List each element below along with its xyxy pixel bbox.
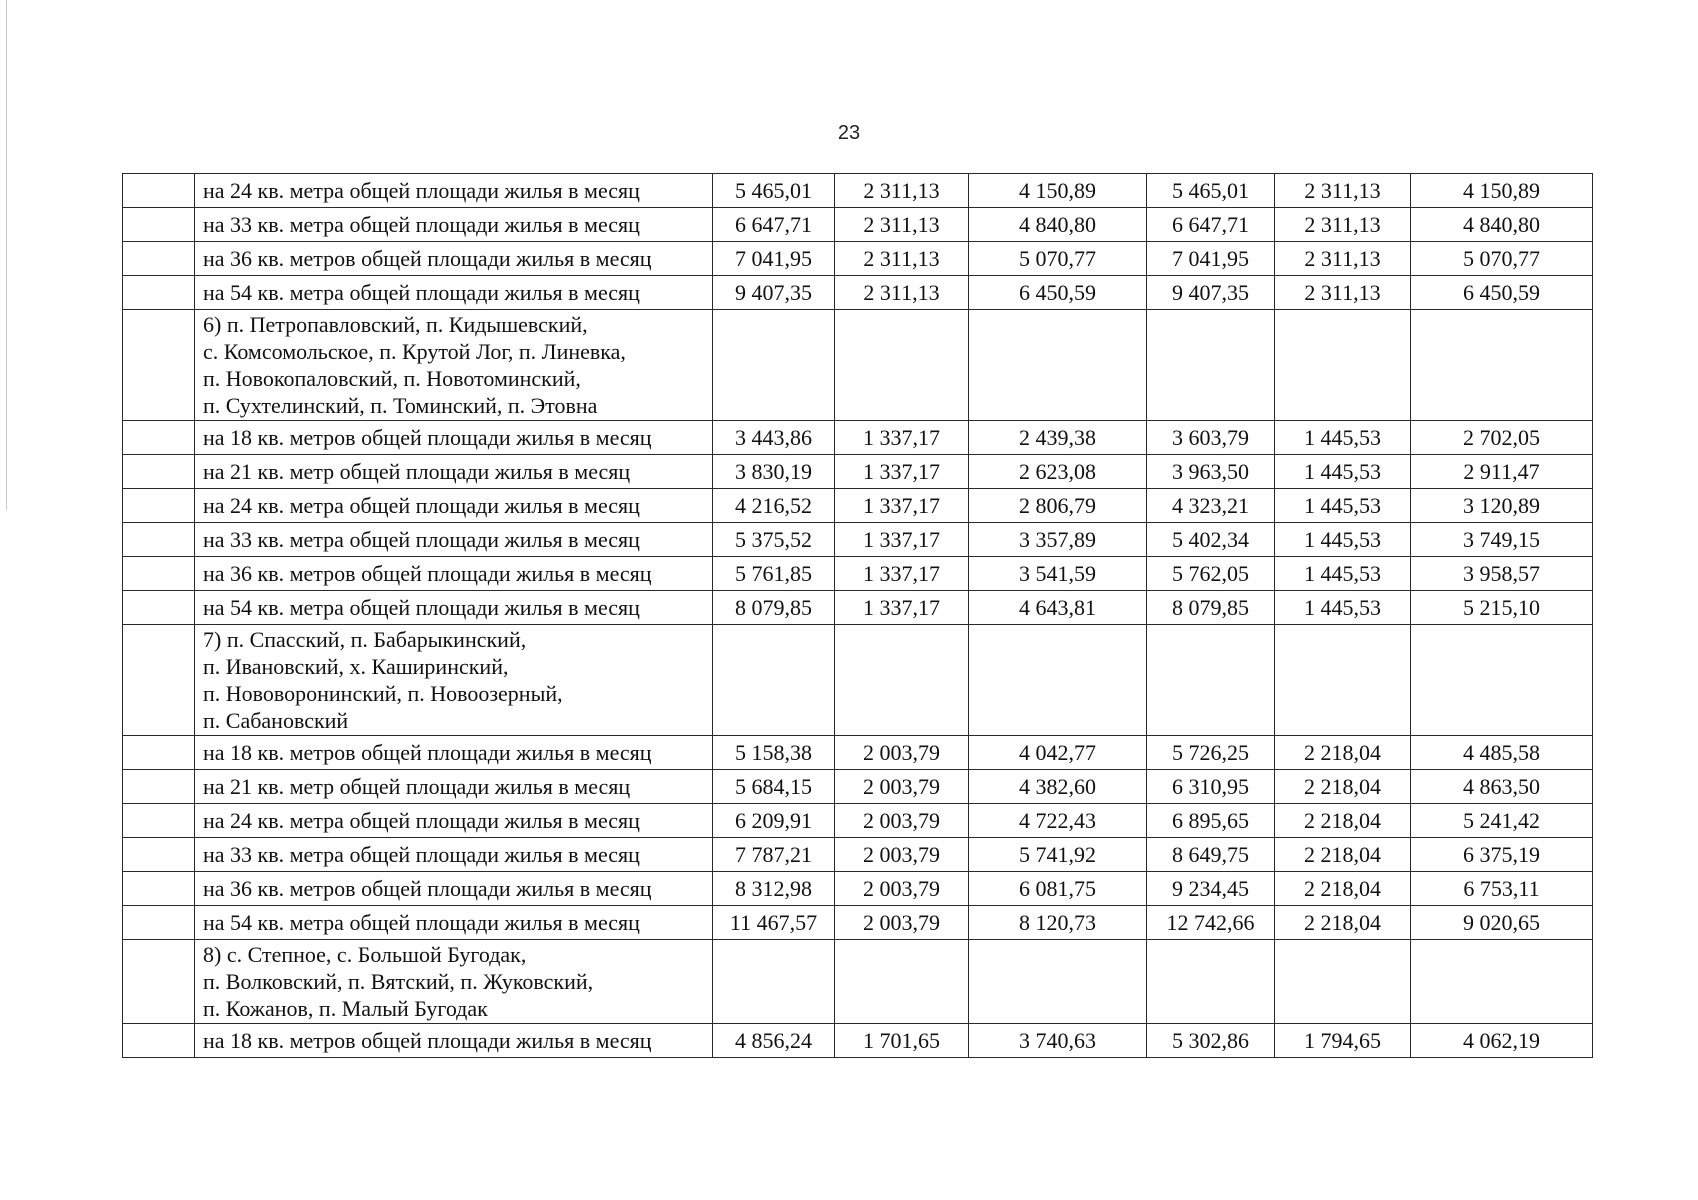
value-cell: 1 445,53 [1275, 421, 1411, 455]
value-cell: 5 158,38 [713, 736, 835, 770]
value-cell: 6 895,65 [1147, 804, 1275, 838]
value-cell: 3 443,86 [713, 421, 835, 455]
empty-cell [1411, 940, 1593, 1024]
empty-cell [713, 940, 835, 1024]
value-cell: 1 445,53 [1275, 523, 1411, 557]
area-norm-label: на 18 кв. метров общей площади жилья в месяц [195, 736, 713, 770]
value-cell: 5 070,77 [1411, 242, 1593, 276]
row-number-cell [123, 838, 195, 872]
table-row [123, 523, 1593, 557]
value-cell: 1 337,17 [835, 591, 969, 625]
area-norm-label: на 36 кв. метров общей площади жилья в месяц [195, 557, 713, 591]
row-number-cell [123, 489, 195, 523]
value-cell: 5 761,85 [713, 557, 835, 591]
value-cell: 5 402,34 [1147, 523, 1275, 557]
row-number-cell [123, 455, 195, 489]
area-norm-label: на 24 кв. метра общей площади жилья в месяц [195, 174, 713, 208]
value-cell: 8 120,73 [969, 906, 1147, 940]
value-cell: 2 311,13 [835, 208, 969, 242]
value-cell: 9 407,35 [1147, 276, 1275, 310]
value-cell: 2 806,79 [969, 489, 1147, 523]
area-norm-label: на 54 кв. метра общей площади жилья в месяц [195, 591, 713, 625]
value-cell: 1 337,17 [835, 523, 969, 557]
empty-cell [1147, 940, 1275, 1024]
value-cell: 4 062,19 [1411, 1024, 1593, 1058]
value-cell: 2 311,13 [1275, 242, 1411, 276]
value-cell: 5 684,15 [713, 770, 835, 804]
value-cell: 2 439,38 [969, 421, 1147, 455]
table-row [123, 208, 1593, 242]
value-cell: 9 407,35 [713, 276, 835, 310]
value-cell: 3 749,15 [1411, 523, 1593, 557]
value-cell: 2 702,05 [1411, 421, 1593, 455]
value-cell: 1 445,53 [1275, 489, 1411, 523]
value-cell: 2 003,79 [835, 906, 969, 940]
row-number-cell [123, 310, 195, 421]
table-row [123, 276, 1593, 310]
area-norm-label: на 21 кв. метр общей площади жилья в месяц [195, 455, 713, 489]
value-cell: 4 216,52 [713, 489, 835, 523]
row-number-cell [123, 625, 195, 736]
value-cell: 6 310,95 [1147, 770, 1275, 804]
value-cell: 4 323,21 [1147, 489, 1275, 523]
row-number-cell [123, 591, 195, 625]
empty-cell [1275, 310, 1411, 421]
area-norm-label: на 21 кв. метр общей площади жилья в месяц [195, 770, 713, 804]
value-cell: 9 020,65 [1411, 906, 1593, 940]
value-cell: 5 465,01 [1147, 174, 1275, 208]
area-norm-label: на 54 кв. метра общей площади жилья в месяц [195, 276, 713, 310]
value-cell: 6 209,91 [713, 804, 835, 838]
empty-cell [713, 625, 835, 736]
value-cell: 6 081,75 [969, 872, 1147, 906]
value-cell: 8 079,85 [1147, 591, 1275, 625]
empty-cell [1411, 310, 1593, 421]
area-norm-label: на 33 кв. метра общей площади жилья в месяц [195, 838, 713, 872]
row-number-cell [123, 421, 195, 455]
value-cell: 2 311,13 [1275, 208, 1411, 242]
value-cell: 2 218,04 [1275, 872, 1411, 906]
group-header-row [123, 625, 1593, 736]
value-cell: 2 218,04 [1275, 906, 1411, 940]
tariff-table-body [123, 174, 1593, 1058]
value-cell: 12 742,66 [1147, 906, 1275, 940]
value-cell: 2 218,04 [1275, 838, 1411, 872]
value-cell: 2 003,79 [835, 736, 969, 770]
row-number-cell [123, 523, 195, 557]
table-row [123, 838, 1593, 872]
settlement-group-label: 8) с. Степное, с. Большой Бугодак, п. Волковский, п. Вятский, п. Жуковский, п. Кожанов, п. Малый Бугодак [195, 940, 713, 1024]
value-cell: 3 740,63 [969, 1024, 1147, 1058]
empty-cell [835, 940, 969, 1024]
value-cell: 1 445,53 [1275, 557, 1411, 591]
row-number-cell [123, 276, 195, 310]
row-number-cell [123, 174, 195, 208]
value-cell: 2 003,79 [835, 872, 969, 906]
value-cell: 5 465,01 [713, 174, 835, 208]
row-number-cell [123, 872, 195, 906]
empty-cell [969, 940, 1147, 1024]
value-cell: 5 741,92 [969, 838, 1147, 872]
row-number-cell [123, 906, 195, 940]
row-number-cell [123, 770, 195, 804]
value-cell: 5 070,77 [969, 242, 1147, 276]
group-header-row [123, 940, 1593, 1024]
value-cell: 3 830,19 [713, 455, 835, 489]
empty-cell [1147, 310, 1275, 421]
value-cell: 5 241,42 [1411, 804, 1593, 838]
table-row [123, 557, 1593, 591]
value-cell: 1 445,53 [1275, 455, 1411, 489]
table-row [123, 804, 1593, 838]
value-cell: 6 450,59 [969, 276, 1147, 310]
value-cell: 6 753,11 [1411, 872, 1593, 906]
table-row [123, 421, 1593, 455]
empty-cell [969, 625, 1147, 736]
empty-cell [835, 310, 969, 421]
row-number-cell [123, 1024, 195, 1058]
row-number-cell [123, 804, 195, 838]
value-cell: 6 450,59 [1411, 276, 1593, 310]
value-cell: 4 863,50 [1411, 770, 1593, 804]
value-cell: 1 337,17 [835, 455, 969, 489]
value-cell: 4 485,58 [1411, 736, 1593, 770]
value-cell: 2 623,08 [969, 455, 1147, 489]
page-number: 23 [837, 122, 861, 144]
value-cell: 2 003,79 [835, 770, 969, 804]
value-cell: 2 311,13 [835, 276, 969, 310]
scan-edge-line [6, 0, 7, 510]
row-number-cell [123, 557, 195, 591]
value-cell: 11 467,57 [713, 906, 835, 940]
value-cell: 2 218,04 [1275, 736, 1411, 770]
value-cell: 4 042,77 [969, 736, 1147, 770]
value-cell: 2 311,13 [1275, 276, 1411, 310]
value-cell: 4 840,80 [969, 208, 1147, 242]
value-cell: 7 041,95 [713, 242, 835, 276]
value-cell: 5 375,52 [713, 523, 835, 557]
value-cell: 7 041,95 [1147, 242, 1275, 276]
empty-cell [1275, 625, 1411, 736]
value-cell: 3 963,50 [1147, 455, 1275, 489]
value-cell: 2 311,13 [1275, 174, 1411, 208]
area-norm-label: на 24 кв. метра общей площади жилья в месяц [195, 804, 713, 838]
value-cell: 1 337,17 [835, 489, 969, 523]
settlement-group-label: 7) п. Спасский, п. Бабарыкинский, п. Ивановский, х. Каширинский, п. Нововоронинский, п. Новоозерный, п. Сабановский [195, 625, 713, 736]
table-row [123, 174, 1593, 208]
value-cell: 3 603,79 [1147, 421, 1275, 455]
area-norm-label: на 36 кв. метров общей площади жилья в месяц [195, 242, 713, 276]
table-row [123, 1024, 1593, 1058]
area-norm-label: на 18 кв. метров общей площади жилья в месяц [195, 421, 713, 455]
value-cell: 2 218,04 [1275, 804, 1411, 838]
area-norm-label: на 24 кв. метра общей площади жилья в месяц [195, 489, 713, 523]
value-cell: 5 302,86 [1147, 1024, 1275, 1058]
value-cell: 1 701,65 [835, 1024, 969, 1058]
empty-cell [835, 625, 969, 736]
value-cell: 2 911,47 [1411, 455, 1593, 489]
area-norm-label: на 36 кв. метров общей площади жилья в месяц [195, 872, 713, 906]
empty-cell [1147, 625, 1275, 736]
value-cell: 2 218,04 [1275, 770, 1411, 804]
table-row [123, 906, 1593, 940]
table-row [123, 591, 1593, 625]
area-norm-label: на 33 кв. метра общей площади жилья в месяц [195, 208, 713, 242]
value-cell: 2 311,13 [835, 242, 969, 276]
value-cell: 1 445,53 [1275, 591, 1411, 625]
table-row [123, 455, 1593, 489]
table-row [123, 489, 1593, 523]
value-cell: 2 311,13 [835, 174, 969, 208]
value-cell: 1 337,17 [835, 421, 969, 455]
value-cell: 5 726,25 [1147, 736, 1275, 770]
value-cell: 2 003,79 [835, 838, 969, 872]
value-cell: 6 647,71 [1147, 208, 1275, 242]
table-row [123, 872, 1593, 906]
value-cell: 8 312,98 [713, 872, 835, 906]
area-norm-label: на 18 кв. метров общей площади жилья в месяц [195, 1024, 713, 1058]
row-number-cell [123, 940, 195, 1024]
value-cell: 3 120,89 [1411, 489, 1593, 523]
value-cell: 4 150,89 [969, 174, 1147, 208]
row-number-cell [123, 736, 195, 770]
empty-cell [713, 310, 835, 421]
value-cell: 2 003,79 [835, 804, 969, 838]
value-cell: 4 382,60 [969, 770, 1147, 804]
value-cell: 4 150,89 [1411, 174, 1593, 208]
value-cell: 1 794,65 [1275, 1024, 1411, 1058]
value-cell: 3 357,89 [969, 523, 1147, 557]
empty-cell [1411, 625, 1593, 736]
value-cell: 5 215,10 [1411, 591, 1593, 625]
table-row [123, 736, 1593, 770]
value-cell: 3 541,59 [969, 557, 1147, 591]
settlement-group-label: 6) п. Петропавловский, п. Кидышевский, с. Комсомольское, п. Крутой Лог, п. Линевка, п. Новокопаловский, п. Новотоминский, п. Сухтелинский, п. Томинский, п. Этовна [195, 310, 713, 421]
row-number-cell [123, 242, 195, 276]
value-cell: 3 958,57 [1411, 557, 1593, 591]
value-cell: 4 840,80 [1411, 208, 1593, 242]
group-header-row [123, 310, 1593, 421]
value-cell: 1 337,17 [835, 557, 969, 591]
value-cell: 6 647,71 [713, 208, 835, 242]
area-norm-label: на 54 кв. метра общей площади жилья в месяц [195, 906, 713, 940]
value-cell: 8 649,75 [1147, 838, 1275, 872]
value-cell: 9 234,45 [1147, 872, 1275, 906]
table-row [123, 770, 1593, 804]
empty-cell [969, 310, 1147, 421]
value-cell: 4 722,43 [969, 804, 1147, 838]
value-cell: 6 375,19 [1411, 838, 1593, 872]
row-number-cell [123, 208, 195, 242]
value-cell: 5 762,05 [1147, 557, 1275, 591]
value-cell: 4 643,81 [969, 591, 1147, 625]
value-cell: 8 079,85 [713, 591, 835, 625]
table-row [123, 242, 1593, 276]
value-cell: 4 856,24 [713, 1024, 835, 1058]
tariff-table [122, 173, 1593, 1058]
area-norm-label: на 33 кв. метра общей площади жилья в месяц [195, 523, 713, 557]
value-cell: 7 787,21 [713, 838, 835, 872]
empty-cell [1275, 940, 1411, 1024]
